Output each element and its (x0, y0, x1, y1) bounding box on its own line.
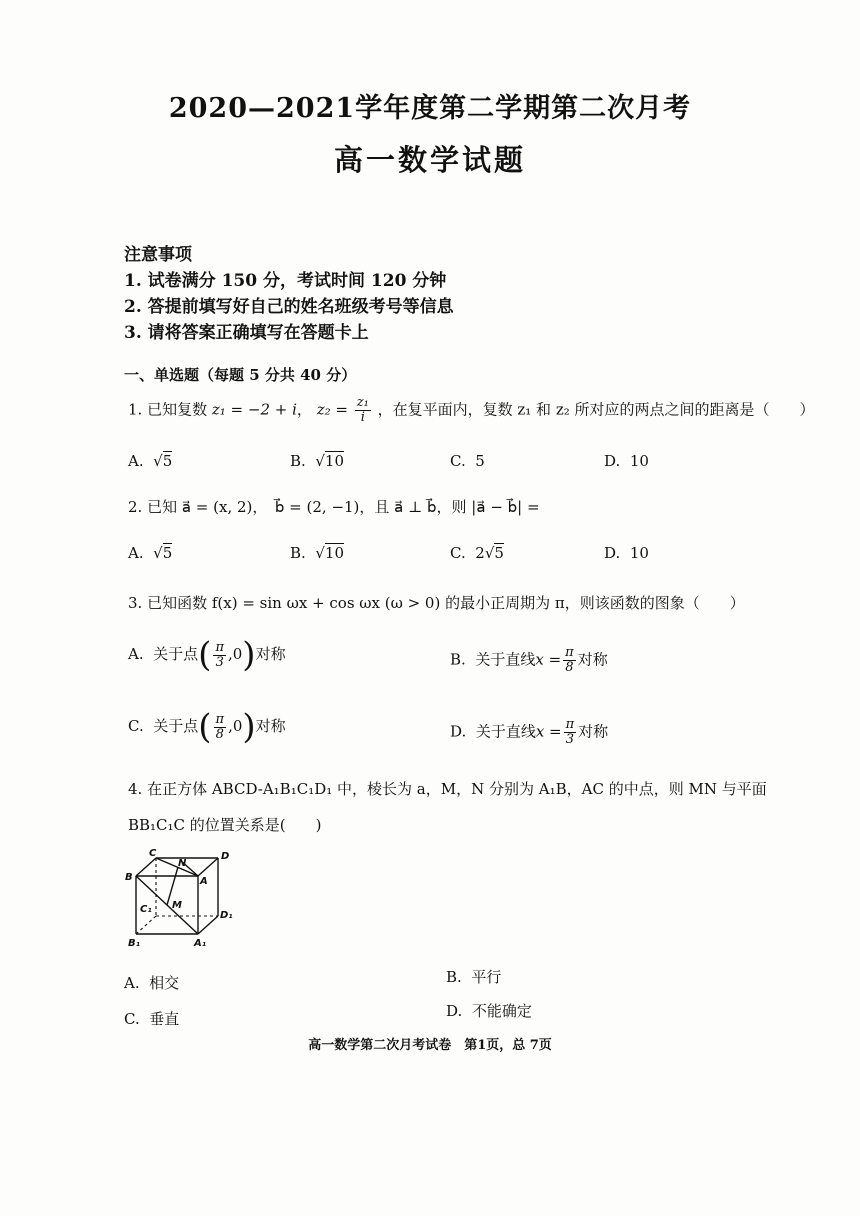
page-footer: 高一数学第二次月考试卷 第1页，总 7页 (308, 1038, 552, 1053)
label-b1: B₁ (128, 938, 141, 949)
label-c1: C₁ (140, 904, 152, 915)
label-c: C (149, 848, 157, 859)
q4-option-a: A. 相交 (124, 974, 180, 992)
q1-prefix: 1. 已知复数 (128, 400, 208, 419)
section-title: 一、单选题（每题 5 分共 40 分） (124, 366, 357, 384)
notice-item-1: 1. 试卷满分 150 分，考试时间 120 分钟 (124, 271, 447, 291)
label-m: M (172, 900, 182, 911)
notice-heading: 注意事项 (124, 245, 192, 265)
notice-item-2: 2. 答提前填写好自己的姓名班级考号等信息 (124, 297, 454, 317)
exam-subtitle: 高一数学试题 (333, 143, 526, 177)
q1-option-b: B. √10 (290, 452, 344, 470)
q1-option-c: C. 5 (450, 452, 485, 470)
q4-option-d: D. 不能确定 (446, 1002, 532, 1020)
label-b: B (125, 872, 133, 883)
q2-option-a: A. √5 (128, 544, 173, 562)
q4-option-b: B. 平行 (446, 968, 502, 986)
q4-option-c: C. 垂直 (124, 1010, 180, 1028)
q3-option-b: B. 关于直线x = $\frac{\pi}{8}$ 对称 (450, 645, 608, 675)
label-n: N (178, 858, 187, 869)
q1-z1: z₁ = −2 + i (211, 400, 297, 419)
label-d1: D₁ (220, 910, 233, 921)
label-d: D (221, 851, 230, 862)
q1-rest: ，在复平面内，复数 z₁ 和 z₂ 所对应的两点之间的距离是（ ） (377, 400, 815, 419)
question-2: 2. 已知 a⃗ = (x, 2)， b⃗ = (2, −1)，且 a⃗ ⊥ b⃗，则 |a⃗ − b⃗| = (128, 498, 540, 516)
question-3: 3. 已知函数 f(x) = sin ωx + cos ωx (ω > 0) 的最小正周期为 π，则该函数的图象（ ） (128, 594, 745, 612)
q1-option-a: A. √5 (128, 452, 173, 470)
label-a1: A₁ (194, 938, 207, 949)
notice-item-3: 3. 请将答案正确填写在答题卡上 (124, 323, 369, 343)
question-4-line-1: 4. 在正方体 ABCD-A₁B₁C₁D₁ 中，棱长为 a，M，N 分别为 A₁B，AC 的中点，则 MN 与平面 (128, 780, 767, 798)
q3-option-a: A. 关于点( $\frac{\pi}{3}$ ,0)对称 (128, 635, 286, 675)
q2-option-c: C. 2√5 (450, 544, 504, 562)
cube-figure (120, 846, 240, 956)
q1-fraction: $\frac{\text{z₁}}{i}$ (356, 395, 369, 425)
q3-option-c: C. 关于点( $\frac{\pi}{8}$ ,0)对称 (128, 707, 286, 747)
q3-option-d: D. 关于直线x = $\frac{\pi}{3}$ 对称 (450, 717, 609, 747)
label-a: A (200, 876, 208, 887)
q1-option-d: D. 10 (604, 452, 649, 470)
q2-option-b: B. √10 (290, 544, 344, 562)
q1-z2-lhs: z₂ = (316, 400, 348, 419)
question-1: 1. 已知复数 z₁ = −2 + i， z₂ = $\frac{\text{z₁}}{i}$ ，在复平面内，复数 z₁ 和 z₂ 所对应的两点之间的距离是（ ） (128, 395, 815, 425)
exam-title: 2020—2021学年度第二学期第二次月考 (168, 93, 692, 124)
q2-option-d: D. 10 (604, 544, 649, 562)
question-4-line-2: BB₁C₁C 的位置关系是( ) (128, 816, 322, 834)
